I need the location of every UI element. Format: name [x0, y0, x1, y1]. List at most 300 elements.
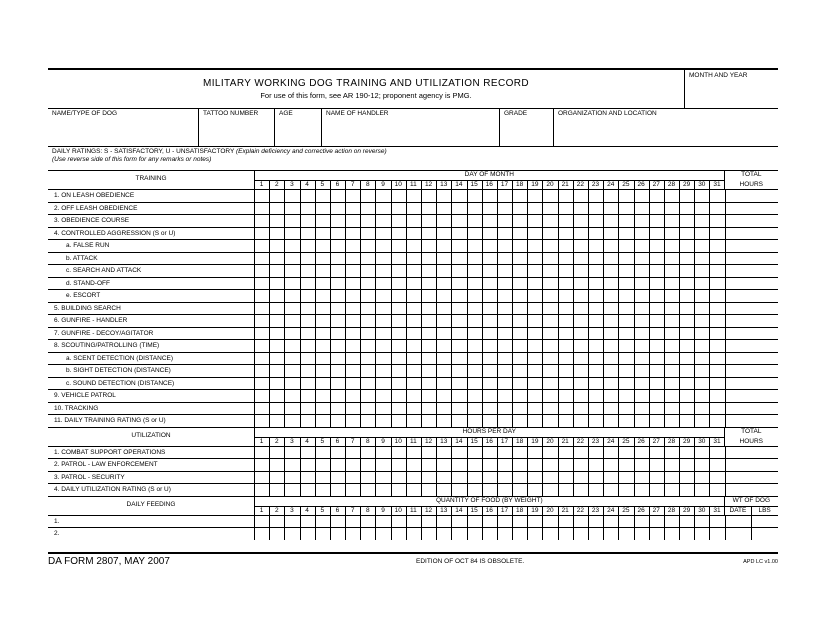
day-entry-cell[interactable] [482, 189, 497, 202]
day-entry-cell[interactable] [375, 458, 390, 471]
day-entry-cell[interactable] [679, 471, 694, 484]
day-entry-cell[interactable] [330, 289, 345, 302]
day-entry-cell[interactable] [709, 302, 724, 315]
day-entry-cell[interactable] [467, 277, 482, 290]
day-entry-cell[interactable] [618, 402, 633, 415]
day-entry-cell[interactable] [436, 458, 451, 471]
day-entry-cell[interactable] [254, 214, 269, 227]
day-entry-cell[interactable] [709, 402, 724, 415]
day-entry-cell[interactable] [497, 352, 512, 365]
day-entry-cell[interactable] [527, 389, 542, 402]
day-entry-cell[interactable] [436, 227, 451, 240]
day-entry-cell[interactable] [406, 277, 421, 290]
day-entry-cell[interactable] [603, 289, 618, 302]
day-entry-cell[interactable] [406, 339, 421, 352]
day-entry-cell[interactable] [558, 289, 573, 302]
day-entry-cell[interactable] [618, 339, 633, 352]
day-entry-cell[interactable] [406, 302, 421, 315]
day-entry-cell[interactable] [315, 527, 330, 540]
day-entry-cell[interactable] [467, 458, 482, 471]
day-entry-cell[interactable] [618, 377, 633, 390]
day-entry-cell[interactable] [330, 471, 345, 484]
day-entry-cell[interactable] [451, 289, 466, 302]
day-entry-cell[interactable] [679, 239, 694, 252]
day-entry-cell[interactable] [664, 239, 679, 252]
day-entry-cell[interactable] [375, 339, 390, 352]
day-entry-cell[interactable] [360, 364, 375, 377]
day-entry-cell[interactable] [269, 446, 284, 459]
day-entry-cell[interactable] [649, 202, 664, 215]
day-entry-cell[interactable] [451, 327, 466, 340]
day-entry-cell[interactable] [269, 515, 284, 528]
day-entry-cell[interactable] [527, 527, 542, 540]
day-entry-cell[interactable] [300, 189, 315, 202]
day-entry-cell[interactable] [436, 202, 451, 215]
day-entry-cell[interactable] [345, 389, 360, 402]
day-entry-cell[interactable] [588, 264, 603, 277]
day-entry-cell[interactable] [709, 527, 724, 540]
day-entry-cell[interactable] [618, 239, 633, 252]
day-entry-cell[interactable] [315, 352, 330, 365]
day-entry-cell[interactable] [345, 339, 360, 352]
day-entry-cell[interactable] [300, 471, 315, 484]
day-entry-cell[interactable] [618, 414, 633, 427]
day-entry-cell[interactable] [284, 527, 299, 540]
day-entry-cell[interactable] [391, 289, 406, 302]
day-entry-cell[interactable] [709, 458, 724, 471]
day-entry-cell[interactable] [649, 446, 664, 459]
day-entry-cell[interactable] [512, 339, 527, 352]
day-entry-cell[interactable] [588, 302, 603, 315]
day-entry-cell[interactable] [284, 202, 299, 215]
day-entry-cell[interactable] [527, 471, 542, 484]
day-entry-cell[interactable] [436, 377, 451, 390]
weight-lbs-cell[interactable] [751, 527, 778, 540]
day-entry-cell[interactable] [360, 202, 375, 215]
day-entry-cell[interactable] [391, 483, 406, 496]
day-entry-cell[interactable] [254, 264, 269, 277]
day-entry-cell[interactable] [467, 302, 482, 315]
day-entry-cell[interactable] [649, 377, 664, 390]
day-entry-cell[interactable] [573, 515, 588, 528]
day-entry-cell[interactable] [330, 189, 345, 202]
day-entry-cell[interactable] [451, 252, 466, 265]
day-entry-cell[interactable] [694, 527, 709, 540]
day-entry-cell[interactable] [694, 446, 709, 459]
day-entry-cell[interactable] [269, 302, 284, 315]
day-entry-cell[interactable] [467, 202, 482, 215]
day-entry-cell[interactable] [467, 252, 482, 265]
day-entry-cell[interactable] [527, 458, 542, 471]
day-entry-cell[interactable] [634, 389, 649, 402]
day-entry-cell[interactable] [497, 289, 512, 302]
day-entry-cell[interactable] [542, 252, 557, 265]
day-entry-cell[interactable] [345, 202, 360, 215]
day-entry-cell[interactable] [375, 389, 390, 402]
day-entry-cell[interactable] [618, 264, 633, 277]
day-entry-cell[interactable] [497, 277, 512, 290]
organization-field[interactable] [554, 108, 778, 146]
day-entry-cell[interactable] [300, 352, 315, 365]
day-entry-cell[interactable] [451, 227, 466, 240]
day-entry-cell[interactable] [558, 302, 573, 315]
day-entry-cell[interactable] [375, 377, 390, 390]
day-entry-cell[interactable] [573, 527, 588, 540]
day-entry-cell[interactable] [345, 402, 360, 415]
day-entry-cell[interactable] [482, 339, 497, 352]
day-entry-cell[interactable] [467, 377, 482, 390]
day-entry-cell[interactable] [588, 352, 603, 365]
day-entry-cell[interactable] [542, 277, 557, 290]
day-entry-cell[interactable] [451, 364, 466, 377]
day-entry-cell[interactable] [497, 377, 512, 390]
day-entry-cell[interactable] [269, 214, 284, 227]
day-entry-cell[interactable] [436, 527, 451, 540]
day-entry-cell[interactable] [254, 302, 269, 315]
day-entry-cell[interactable] [254, 202, 269, 215]
day-entry-cell[interactable] [709, 189, 724, 202]
total-hours-cell[interactable] [725, 264, 778, 277]
day-entry-cell[interactable] [664, 339, 679, 352]
day-entry-cell[interactable] [618, 527, 633, 540]
day-entry-cell[interactable] [315, 302, 330, 315]
day-entry-cell[interactable] [497, 402, 512, 415]
handler-field[interactable] [322, 108, 500, 146]
day-entry-cell[interactable] [512, 202, 527, 215]
day-entry-cell[interactable] [300, 483, 315, 496]
day-entry-cell[interactable] [482, 402, 497, 415]
day-entry-cell[interactable] [603, 189, 618, 202]
day-entry-cell[interactable] [664, 352, 679, 365]
day-entry-cell[interactable] [436, 264, 451, 277]
total-hours-cell[interactable] [725, 214, 778, 227]
day-entry-cell[interactable] [482, 214, 497, 227]
day-entry-cell[interactable] [482, 239, 497, 252]
day-entry-cell[interactable] [527, 239, 542, 252]
day-entry-cell[interactable] [603, 446, 618, 459]
day-entry-cell[interactable] [649, 364, 664, 377]
day-entry-cell[interactable] [421, 189, 436, 202]
day-entry-cell[interactable] [558, 252, 573, 265]
day-entry-cell[interactable] [300, 252, 315, 265]
day-entry-cell[interactable] [360, 402, 375, 415]
day-entry-cell[interactable] [300, 239, 315, 252]
day-entry-cell[interactable] [482, 364, 497, 377]
day-entry-cell[interactable] [284, 458, 299, 471]
day-entry-cell[interactable] [512, 214, 527, 227]
day-entry-cell[interactable] [649, 515, 664, 528]
day-entry-cell[interactable] [664, 364, 679, 377]
day-entry-cell[interactable] [527, 446, 542, 459]
day-entry-cell[interactable] [436, 214, 451, 227]
day-entry-cell[interactable] [284, 189, 299, 202]
day-entry-cell[interactable] [254, 389, 269, 402]
day-entry-cell[interactable] [345, 446, 360, 459]
day-entry-cell[interactable] [709, 214, 724, 227]
day-entry-cell[interactable] [360, 264, 375, 277]
day-entry-cell[interactable] [527, 227, 542, 240]
total-hours-cell[interactable] [725, 446, 778, 459]
day-entry-cell[interactable] [345, 264, 360, 277]
day-entry-cell[interactable] [284, 471, 299, 484]
day-entry-cell[interactable] [512, 471, 527, 484]
day-entry-cell[interactable] [391, 214, 406, 227]
day-entry-cell[interactable] [451, 446, 466, 459]
day-entry-cell[interactable] [573, 214, 588, 227]
day-entry-cell[interactable] [391, 377, 406, 390]
day-entry-cell[interactable] [421, 252, 436, 265]
day-entry-cell[interactable] [406, 515, 421, 528]
day-entry-cell[interactable] [375, 471, 390, 484]
day-entry-cell[interactable] [542, 202, 557, 215]
day-entry-cell[interactable] [542, 402, 557, 415]
day-entry-cell[interactable] [603, 239, 618, 252]
day-entry-cell[interactable] [709, 239, 724, 252]
day-entry-cell[interactable] [391, 252, 406, 265]
day-entry-cell[interactable] [360, 458, 375, 471]
day-entry-cell[interactable] [527, 414, 542, 427]
day-entry-cell[interactable] [254, 402, 269, 415]
day-entry-cell[interactable] [360, 471, 375, 484]
day-entry-cell[interactable] [634, 302, 649, 315]
day-entry-cell[interactable] [330, 458, 345, 471]
day-entry-cell[interactable] [406, 414, 421, 427]
day-entry-cell[interactable] [269, 277, 284, 290]
day-entry-cell[interactable] [634, 189, 649, 202]
day-entry-cell[interactable] [360, 515, 375, 528]
day-entry-cell[interactable] [512, 364, 527, 377]
day-entry-cell[interactable] [679, 389, 694, 402]
day-entry-cell[interactable] [375, 202, 390, 215]
day-entry-cell[interactable] [269, 239, 284, 252]
day-entry-cell[interactable] [664, 458, 679, 471]
day-entry-cell[interactable] [315, 515, 330, 528]
day-entry-cell[interactable] [482, 527, 497, 540]
day-entry-cell[interactable] [360, 414, 375, 427]
day-entry-cell[interactable] [497, 264, 512, 277]
day-entry-cell[interactable] [406, 202, 421, 215]
day-entry-cell[interactable] [558, 327, 573, 340]
day-entry-cell[interactable] [436, 515, 451, 528]
day-entry-cell[interactable] [451, 239, 466, 252]
day-entry-cell[interactable] [542, 339, 557, 352]
day-entry-cell[interactable] [391, 402, 406, 415]
day-entry-cell[interactable] [588, 389, 603, 402]
day-entry-cell[interactable] [512, 277, 527, 290]
day-entry-cell[interactable] [467, 446, 482, 459]
day-entry-cell[interactable] [330, 446, 345, 459]
day-entry-cell[interactable] [603, 314, 618, 327]
day-entry-cell[interactable] [391, 352, 406, 365]
day-entry-cell[interactable] [300, 227, 315, 240]
day-entry-cell[interactable] [634, 214, 649, 227]
day-entry-cell[interactable] [360, 239, 375, 252]
day-entry-cell[interactable] [360, 446, 375, 459]
day-entry-cell[interactable] [451, 377, 466, 390]
day-entry-cell[interactable] [542, 327, 557, 340]
day-entry-cell[interactable] [436, 402, 451, 415]
day-entry-cell[interactable] [421, 446, 436, 459]
day-entry-cell[interactable] [649, 389, 664, 402]
day-entry-cell[interactable] [603, 302, 618, 315]
day-entry-cell[interactable] [527, 289, 542, 302]
total-hours-cell[interactable] [725, 189, 778, 202]
day-entry-cell[interactable] [330, 364, 345, 377]
day-entry-cell[interactable] [634, 527, 649, 540]
day-entry-cell[interactable] [330, 377, 345, 390]
day-entry-cell[interactable] [527, 314, 542, 327]
day-entry-cell[interactable] [436, 302, 451, 315]
day-entry-cell[interactable] [300, 377, 315, 390]
day-entry-cell[interactable] [694, 364, 709, 377]
day-entry-cell[interactable] [406, 227, 421, 240]
day-entry-cell[interactable] [360, 352, 375, 365]
day-entry-cell[interactable] [573, 277, 588, 290]
day-entry-cell[interactable] [375, 289, 390, 302]
day-entry-cell[interactable] [300, 214, 315, 227]
day-entry-cell[interactable] [649, 189, 664, 202]
day-entry-cell[interactable] [436, 471, 451, 484]
day-entry-cell[interactable] [618, 214, 633, 227]
day-entry-cell[interactable] [315, 239, 330, 252]
day-entry-cell[interactable] [375, 352, 390, 365]
day-entry-cell[interactable] [467, 402, 482, 415]
day-entry-cell[interactable] [634, 483, 649, 496]
day-entry-cell[interactable] [284, 289, 299, 302]
day-entry-cell[interactable] [391, 239, 406, 252]
day-entry-cell[interactable] [421, 377, 436, 390]
day-entry-cell[interactable] [284, 402, 299, 415]
day-entry-cell[interactable] [573, 289, 588, 302]
day-entry-cell[interactable] [254, 483, 269, 496]
day-entry-cell[interactable] [436, 339, 451, 352]
day-entry-cell[interactable] [694, 458, 709, 471]
day-entry-cell[interactable] [649, 239, 664, 252]
day-entry-cell[interactable] [497, 446, 512, 459]
day-entry-cell[interactable] [603, 483, 618, 496]
day-entry-cell[interactable] [421, 327, 436, 340]
day-entry-cell[interactable] [284, 364, 299, 377]
weight-date-cell[interactable] [725, 527, 752, 540]
day-entry-cell[interactable] [542, 414, 557, 427]
day-entry-cell[interactable] [360, 377, 375, 390]
day-entry-cell[interactable] [391, 515, 406, 528]
day-entry-cell[interactable] [497, 202, 512, 215]
day-entry-cell[interactable] [497, 302, 512, 315]
day-entry-cell[interactable] [300, 327, 315, 340]
day-entry-cell[interactable] [497, 339, 512, 352]
day-entry-cell[interactable] [467, 471, 482, 484]
age-field[interactable] [275, 108, 322, 146]
day-entry-cell[interactable] [664, 314, 679, 327]
day-entry-cell[interactable] [679, 214, 694, 227]
day-entry-cell[interactable] [573, 239, 588, 252]
day-entry-cell[interactable] [634, 446, 649, 459]
day-entry-cell[interactable] [345, 289, 360, 302]
day-entry-cell[interactable] [375, 264, 390, 277]
day-entry-cell[interactable] [360, 289, 375, 302]
day-entry-cell[interactable] [315, 483, 330, 496]
day-entry-cell[interactable] [421, 227, 436, 240]
day-entry-cell[interactable] [315, 314, 330, 327]
day-entry-cell[interactable] [694, 352, 709, 365]
day-entry-cell[interactable] [284, 414, 299, 427]
day-entry-cell[interactable] [467, 214, 482, 227]
day-entry-cell[interactable] [451, 202, 466, 215]
day-entry-cell[interactable] [482, 483, 497, 496]
tattoo-field[interactable] [199, 108, 275, 146]
day-entry-cell[interactable] [315, 264, 330, 277]
day-entry-cell[interactable] [360, 327, 375, 340]
day-entry-cell[interactable] [345, 302, 360, 315]
day-entry-cell[interactable] [421, 202, 436, 215]
day-entry-cell[interactable] [558, 389, 573, 402]
day-entry-cell[interactable] [603, 471, 618, 484]
day-entry-cell[interactable] [679, 289, 694, 302]
day-entry-cell[interactable] [542, 471, 557, 484]
day-entry-cell[interactable] [497, 458, 512, 471]
day-entry-cell[interactable] [360, 214, 375, 227]
day-entry-cell[interactable] [421, 314, 436, 327]
day-entry-cell[interactable] [451, 314, 466, 327]
day-entry-cell[interactable] [467, 483, 482, 496]
day-entry-cell[interactable] [618, 446, 633, 459]
day-entry-cell[interactable] [436, 352, 451, 365]
total-hours-cell[interactable] [725, 471, 778, 484]
day-entry-cell[interactable] [467, 527, 482, 540]
day-entry-cell[interactable] [512, 414, 527, 427]
total-hours-cell[interactable] [725, 252, 778, 265]
day-entry-cell[interactable] [573, 364, 588, 377]
day-entry-cell[interactable] [542, 302, 557, 315]
day-entry-cell[interactable] [497, 483, 512, 496]
day-entry-cell[interactable] [391, 364, 406, 377]
day-entry-cell[interactable] [542, 458, 557, 471]
day-entry-cell[interactable] [360, 277, 375, 290]
day-entry-cell[interactable] [300, 277, 315, 290]
day-entry-cell[interactable] [588, 314, 603, 327]
day-entry-cell[interactable] [664, 302, 679, 315]
day-entry-cell[interactable] [482, 314, 497, 327]
day-entry-cell[interactable] [269, 327, 284, 340]
day-entry-cell[interactable] [406, 471, 421, 484]
day-entry-cell[interactable] [512, 289, 527, 302]
day-entry-cell[interactable] [542, 515, 557, 528]
day-entry-cell[interactable] [603, 264, 618, 277]
day-entry-cell[interactable] [436, 314, 451, 327]
day-entry-cell[interactable] [694, 189, 709, 202]
day-entry-cell[interactable] [573, 483, 588, 496]
day-entry-cell[interactable] [254, 377, 269, 390]
day-entry-cell[interactable] [360, 389, 375, 402]
day-entry-cell[interactable] [573, 227, 588, 240]
day-entry-cell[interactable] [391, 446, 406, 459]
day-entry-cell[interactable] [406, 239, 421, 252]
day-entry-cell[interactable] [679, 302, 694, 315]
day-entry-cell[interactable] [603, 402, 618, 415]
day-entry-cell[interactable] [451, 414, 466, 427]
day-entry-cell[interactable] [512, 527, 527, 540]
day-entry-cell[interactable] [284, 339, 299, 352]
day-entry-cell[interactable] [649, 483, 664, 496]
day-entry-cell[interactable] [527, 339, 542, 352]
day-entry-cell[interactable] [694, 471, 709, 484]
day-entry-cell[interactable] [679, 252, 694, 265]
day-entry-cell[interactable] [542, 483, 557, 496]
day-entry-cell[interactable] [284, 483, 299, 496]
day-entry-cell[interactable] [588, 339, 603, 352]
day-entry-cell[interactable] [406, 264, 421, 277]
